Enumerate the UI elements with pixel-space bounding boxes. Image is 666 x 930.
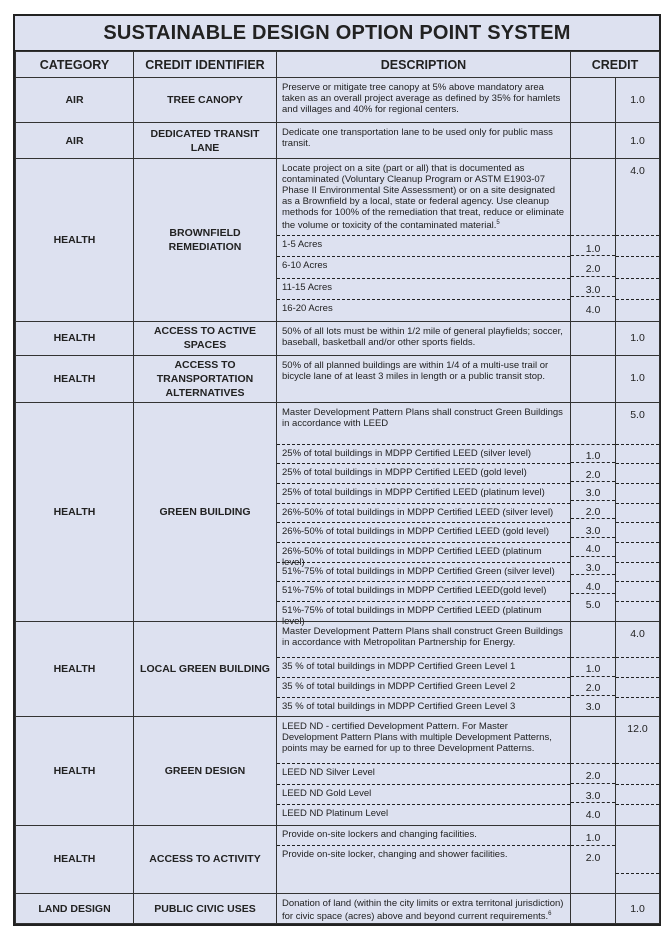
sub-item-label: 26%-50% of total buildings in MDPP Certified LEED (silver level) xyxy=(277,503,570,523)
sub-item-label: LEED ND Platinum Level xyxy=(277,804,570,824)
sub-credit-value: 3.0 xyxy=(571,518,615,537)
sub-credit-spacer xyxy=(571,403,615,444)
point-system-table xyxy=(15,51,660,924)
total-credit-divider xyxy=(616,562,659,582)
sub-item-label: 51%-75% of total buildings in MDPP Certified Green (silver level) xyxy=(277,562,570,582)
total-credit-value: 12.0 xyxy=(627,723,648,736)
description-cell xyxy=(277,894,571,924)
credit-identifier-cell: TREE CANOPY xyxy=(134,78,277,123)
sub-credit-spacer xyxy=(571,78,615,122)
total-credit-cell xyxy=(616,717,660,825)
total-credit-divider xyxy=(616,581,659,601)
sub-item-label: 6-10 Acres xyxy=(277,256,570,277)
sub-credit-value: 2.0 xyxy=(571,676,615,695)
description-cell xyxy=(277,825,571,894)
sub-credit-value: 3.0 xyxy=(571,276,615,296)
description-main: 50% of all planned buildings are within 1/4 of a multi-use trail or bicycle lane of at least 3 miles in length or a public transit stop. xyxy=(282,359,549,382)
table-row xyxy=(16,825,660,894)
credit-identifier-cell: ACCESS TO TRANSPORTATION ALTERNATIVES xyxy=(134,355,277,402)
credit-identifier-cell: BROWNFIELD REMEDIATION xyxy=(134,159,277,322)
total-credit-divider xyxy=(616,463,659,483)
sub-credit-value: 3.0 xyxy=(571,783,615,802)
description-main: 50% of all lots must be within 1/2 mile of general playfields; soccer, baseball, basketball and/or other sports fields. xyxy=(282,325,563,348)
total-credit-divider xyxy=(616,804,659,824)
total-credit-value: 1.0 xyxy=(630,332,645,345)
sub-credit-spacer xyxy=(571,123,615,158)
description-text xyxy=(277,717,570,763)
sub-credit-value: 4.0 xyxy=(571,537,615,556)
sub-item-label: 35 % of total buildings in MDPP Certified Green Level 2 xyxy=(277,677,570,697)
sub-item-label: 16-20 Acres xyxy=(277,299,570,320)
description-text xyxy=(277,894,570,923)
category-cell: HEALTH xyxy=(16,621,134,717)
table-row xyxy=(16,402,660,621)
sub-credit-value: 3.0 xyxy=(571,695,615,714)
description-cell xyxy=(277,717,571,825)
sub-item-label: Provide on-site lockers and changing facilities. xyxy=(282,828,477,840)
sub-credit-cell xyxy=(571,402,616,621)
sub-item-label: 35 % of total buildings in MDPP Certified Green Level 3 xyxy=(277,697,570,717)
sub-credit-value: 2.0 xyxy=(571,462,615,481)
sub-credit-value: 1.0 xyxy=(571,444,615,463)
header-row xyxy=(16,52,660,78)
description-text xyxy=(277,78,570,122)
category-cell: AIR xyxy=(16,123,134,159)
total-credit-divider xyxy=(616,483,659,503)
total-credit-divider xyxy=(616,763,659,783)
sub-credit-value: 1.0 xyxy=(571,235,615,255)
sub-credit-spacer xyxy=(571,356,615,401)
description-text xyxy=(277,622,570,657)
category-cell: HEALTH xyxy=(16,355,134,402)
total-credit-cell xyxy=(616,123,660,159)
total-credit-divider xyxy=(616,784,659,804)
category-cell: HEALTH xyxy=(16,717,134,825)
description-cell xyxy=(277,78,571,123)
sub-credit-value: 2.0 xyxy=(571,500,615,519)
total-credit-divider xyxy=(616,697,659,717)
sub-item-label: LEED ND Silver Level xyxy=(277,763,570,783)
sub-credit-spacer xyxy=(571,717,615,763)
table-row xyxy=(16,355,660,402)
description-cell xyxy=(277,402,571,628)
point-system-sheet xyxy=(13,14,661,926)
description-main: Donation of land (within the city limits or extra territonal jurisdiction) for civic space (acres) above and beyond current requirements. xyxy=(282,898,564,923)
credit-identifier-cell: PUBLIC CIVIC USES xyxy=(134,894,277,924)
description-text xyxy=(277,159,570,235)
description-main: Dedicate one transportation lane to be used only for public mass transit. xyxy=(282,127,553,149)
table-row xyxy=(16,717,660,825)
description-main: Locate project on a site (part or all) that is documented as contaminated (Voluntary Cleanup Program or ASTM E1903-07 Phase II Environmental Site Assessment) or on a site designated as a Brownfield by a local, state or federal agency. Use cleanup methods for 100% of the remediation that treat, reduce or eliminate the volume or toxicity of the contaminated material. xyxy=(282,163,564,232)
sub-credit-value: 2.0 xyxy=(571,845,615,864)
sub-credit-cell xyxy=(571,321,616,355)
description-main: LEED ND - certified Development Pattern. For Master Development Pattern Plans with multiple Development Patterns, points may be earned for up to three Development Patterns. xyxy=(282,721,552,755)
total-credit-cell xyxy=(616,825,660,894)
sub-item-label: 25% of total buildings in MDPP Certified LEED (gold level) xyxy=(277,463,570,483)
total-credit-value: 1.0 xyxy=(630,134,645,147)
sub-credit-cell xyxy=(571,825,616,894)
credit-identifier-cell: DEDICATED TRANSIT LANE xyxy=(134,123,277,159)
total-credit-value: 1.0 xyxy=(630,94,645,106)
sub-item-label: 26%-50% of total buildings in MDPP Certified LEED (platinum level) xyxy=(277,542,570,562)
total-credit-cell xyxy=(616,159,660,322)
sub-item-label: 11-15 Acres xyxy=(277,278,570,299)
table-row xyxy=(16,621,660,717)
sub-item-label: Provide on-site locker, changing and shower facilities. xyxy=(277,845,570,865)
sub-credit-value: 2.0 xyxy=(571,763,615,782)
description-cell xyxy=(277,321,571,355)
total-credit-value: 5.0 xyxy=(630,408,645,421)
description-text xyxy=(277,356,570,401)
sub-credit-value: 2.0 xyxy=(571,255,615,275)
total-credit-spacer xyxy=(616,745,659,763)
total-credit-value: 1.0 xyxy=(630,902,645,915)
table-row xyxy=(16,159,660,322)
sub-credit-value: 1.0 xyxy=(571,657,615,676)
page-title: SUSTAINABLE DESIGN OPTION POINT SYSTEM xyxy=(15,16,659,51)
description-main: Master Development Pattern Plans shall construct Green Buildings in accordance with Metropolitan Partnership for Energy. xyxy=(282,625,563,648)
credit-identifier-cell: ACCESS TO ACTIVE SPACES xyxy=(134,321,277,355)
description-cell xyxy=(277,621,571,717)
total-credit-divider xyxy=(616,854,659,873)
sub-credit-value: 4.0 xyxy=(571,802,615,821)
sub-credit-value: 1.0 xyxy=(585,831,601,844)
total-credit-divider xyxy=(616,444,659,464)
total-credit-spacer xyxy=(616,650,659,657)
description-text xyxy=(277,322,570,355)
description-cell xyxy=(277,355,571,402)
total-credit-cell xyxy=(616,894,660,924)
sub-credit-spacer xyxy=(571,322,615,355)
total-credit-divider xyxy=(616,677,659,697)
sub-credit-cell xyxy=(571,159,616,322)
credit-identifier-cell: ACCESS TO ACTIVITY xyxy=(134,825,277,894)
sub-item-label: 25% of total buildings in MDPP Certified LEED (platinum level) xyxy=(277,483,570,503)
total-credit-value: 1.0 xyxy=(630,372,645,385)
total-credit-divider xyxy=(616,503,659,523)
category-cell: LAND DESIGN xyxy=(16,894,134,924)
header-credit-identifier: CREDIT IDENTIFIER xyxy=(134,52,277,78)
category-cell: HEALTH xyxy=(16,159,134,322)
sub-credit-value: 5.0 xyxy=(571,593,615,612)
sub-credit-spacer xyxy=(571,894,615,923)
sub-credit-cell xyxy=(571,78,616,123)
footnote-marker: 5 xyxy=(496,220,500,226)
description-cell xyxy=(277,159,571,322)
description-main: Preserve or mitigate tree canopy at 5% above mandatory area taken as an overall project average as defined by 35% for hamlets and villages and 40% for regional centers. xyxy=(282,82,561,115)
sub-credit-cell xyxy=(571,355,616,402)
sub-credit-cell xyxy=(571,621,616,717)
total-credit-divider xyxy=(616,278,659,299)
footnote-marker: 6 xyxy=(548,911,552,918)
sub-item-label: 25% of total buildings in MDPP Certified LEED (silver level) xyxy=(277,444,570,464)
total-credit-value: 4.0 xyxy=(630,165,645,177)
sub-credit-value: 4.0 xyxy=(571,296,615,316)
sub-item-label: 1-5 Acres xyxy=(277,235,570,256)
total-credit-divider xyxy=(616,522,659,542)
description-text xyxy=(277,123,570,158)
total-credit-value xyxy=(616,826,659,854)
category-cell: AIR xyxy=(16,78,134,123)
header-category: CATEGORY xyxy=(16,52,134,78)
sub-item-label: 51%-75% of total buildings in MDPP Certified LEED(gold level) xyxy=(277,581,570,601)
sub-item-label: 35 % of total buildings in MDPP Certified Green Level 1 xyxy=(277,657,570,677)
table-row xyxy=(16,78,660,123)
category-cell: HEALTH xyxy=(16,825,134,894)
total-credit-divider xyxy=(616,235,659,256)
credit-identifier-cell: LOCAL GREEN BUILDING xyxy=(134,621,277,717)
total-credit-cell xyxy=(616,78,660,123)
category-cell: HEALTH xyxy=(16,402,134,621)
sub-credit-value: 3.0 xyxy=(571,481,615,500)
sub-credit-spacer xyxy=(571,159,615,235)
total-credit-divider xyxy=(616,256,659,277)
sub-credit-value: 4.0 xyxy=(571,574,615,593)
sub-credit-cell xyxy=(571,894,616,924)
sub-credit-cell xyxy=(571,123,616,159)
total-credit-cell xyxy=(616,321,660,355)
total-credit-divider xyxy=(616,601,659,621)
sub-credit-cell xyxy=(571,717,616,825)
sub-item-label: 26%-50% of total buildings in MDPP Certified LEED (gold level) xyxy=(277,522,570,542)
description-main: Master Development Pattern Plans shall construct Green Buildings in accordance with LEED xyxy=(282,406,563,429)
category-cell: HEALTH xyxy=(16,321,134,355)
total-credit-cell xyxy=(616,621,660,717)
description-text xyxy=(277,403,570,444)
description-cell xyxy=(277,123,571,159)
header-credit: CREDIT xyxy=(571,52,660,78)
total-credit-divider xyxy=(616,873,659,893)
sub-credit-spacer xyxy=(571,622,615,657)
total-credit-divider xyxy=(616,657,659,677)
sub-credit-value: 3.0 xyxy=(571,556,615,575)
table-row xyxy=(16,321,660,355)
sub-item-label: LEED ND Gold Level xyxy=(277,784,570,804)
total-credit-spacer xyxy=(616,187,659,235)
table-row xyxy=(16,894,660,924)
total-credit-divider xyxy=(616,542,659,562)
total-credit-spacer xyxy=(616,431,659,444)
total-credit-cell xyxy=(616,402,660,621)
total-credit-value: 4.0 xyxy=(630,627,645,640)
table-row xyxy=(16,123,660,159)
credit-identifier-cell: GREEN DESIGN xyxy=(134,717,277,825)
sub-item-label: 51%-75% of total buildings in MDPP Certified LEED (platinum level) xyxy=(277,601,570,621)
total-credit-cell xyxy=(616,355,660,402)
header-description: DESCRIPTION xyxy=(277,52,571,78)
credit-identifier-cell: GREEN BUILDING xyxy=(134,402,277,621)
total-credit-divider xyxy=(616,299,659,320)
